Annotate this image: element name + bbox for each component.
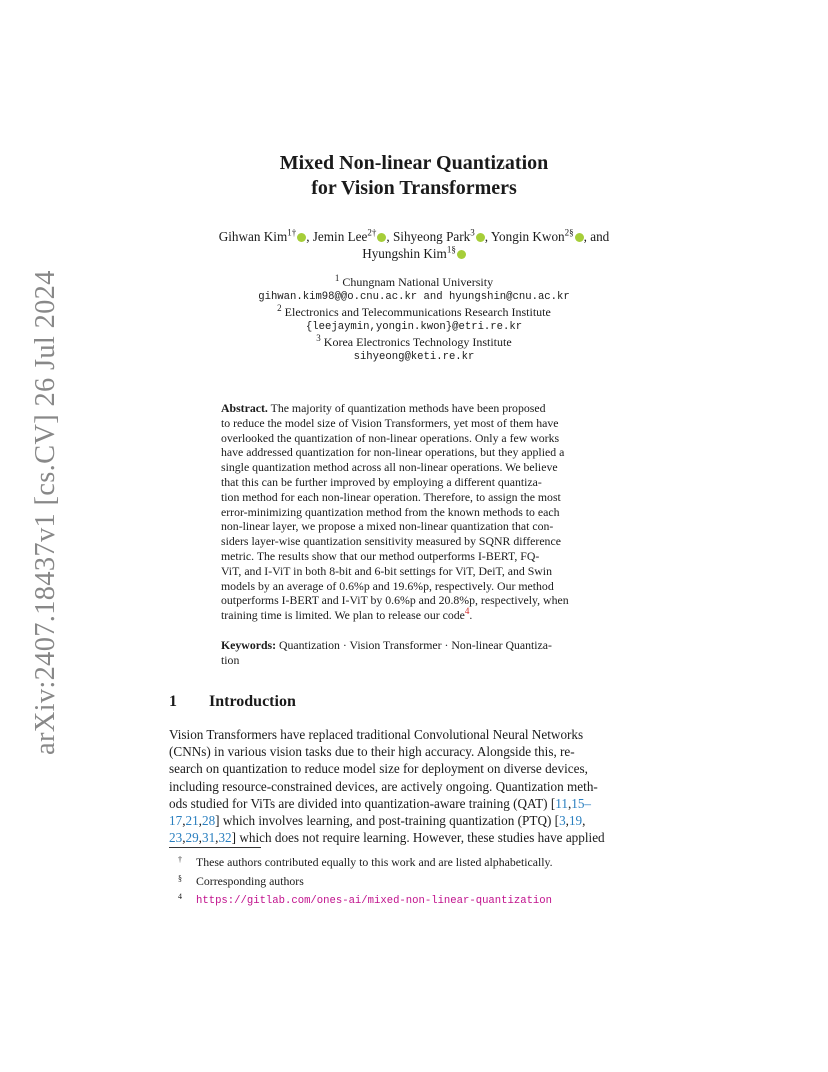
citation-separator: ,	[567, 795, 572, 811]
abstract-line: that this can be further improved by employing a different quantiza-	[221, 474, 542, 489]
abstract-line: have addressed quantization for non-linear operations, but they applied a	[221, 445, 565, 460]
footnote-text: Corresponding authors	[196, 873, 304, 888]
footnote-reference[interactable]: 4	[464, 606, 470, 617]
citation-separator: ,	[198, 830, 202, 846]
orcid-icon[interactable]	[377, 233, 386, 242]
affiliation-number: 3	[316, 333, 321, 343]
footnote-mark: †	[178, 855, 182, 864]
author-affiliation-mark: 2§	[564, 227, 574, 238]
author-name: Yongin Kwon	[490, 229, 565, 244]
author-name: Sihyeong Park	[392, 229, 471, 244]
author-affiliation-mark: 2†	[367, 227, 377, 238]
affiliation-email[interactable]: gihwan.kim98@@o.cnu.ac.kr and hyungshin@cnu.ac.kr	[258, 291, 570, 303]
author-name: Jemin Lee	[312, 229, 368, 244]
keywords	[221, 638, 613, 668]
author-affiliation-mark: 1§	[446, 244, 456, 255]
abstract-period: .	[469, 608, 473, 623]
body-line: ods studied for ViTs are divided into quantization-aware training (QAT) [	[169, 795, 556, 811]
footnote-mark: 4	[178, 892, 182, 901]
citation-link[interactable]: 29	[185, 830, 199, 846]
footnote-mark: §	[178, 873, 182, 883]
abstract-line: error-minimizing quantization method from the known methods to each	[221, 504, 560, 519]
citation-link[interactable]: 28	[201, 813, 216, 829]
footnote-text: These authors contributed equally to this work and are listed alphabetically.	[196, 855, 553, 869]
body-line: including resource-constrained devices, are actively ongoing. Quantization meth-	[169, 778, 598, 794]
introduction-text	[169, 726, 651, 846]
footnote-link[interactable]: https://gitlab.com/ones-ai/mixed-non-linear-quantization	[196, 895, 553, 907]
affiliation-name	[0, 305, 828, 320]
citation-link[interactable]: 31	[201, 830, 216, 846]
title-line-1: Mixed Non-linear Quantization	[279, 152, 549, 174]
abstract-label: Abstract.	[221, 401, 268, 415]
orcid-icon[interactable]	[457, 250, 466, 259]
abstract-line: non-linear layer, we propose a mixed non-linear quantization that con-	[221, 519, 554, 534]
affiliations	[0, 275, 828, 365]
citation-link[interactable]: 11	[555, 795, 568, 811]
title-line-2: for Vision Transformers	[311, 177, 517, 199]
orcid-icon[interactable]	[575, 233, 584, 242]
citation-separator: ,	[182, 830, 186, 846]
abstract-line: training time is limited. We plan to release our code	[221, 608, 465, 623]
citation-separator: ,	[215, 830, 219, 846]
citation-separator: ,	[582, 813, 586, 829]
author-name: Hyungshin Kim	[362, 246, 447, 261]
abstract-line: to reduce the model size of Vision Transformers, yet most of them have	[221, 415, 559, 430]
abstract-line: overlooked the quantization of non-linear operations. Only a few works	[221, 430, 560, 445]
abstract-line: siders layer-wise quantization sensitivity measured by SQNR difference	[221, 534, 561, 549]
footnotes	[178, 852, 553, 910]
citation-separator: ,	[182, 813, 186, 829]
section-heading	[169, 693, 296, 711]
paper-title	[0, 151, 828, 201]
affiliation-email[interactable]: {leejaymin,yongin.kwon}@etri.re.kr	[305, 321, 523, 333]
orcid-icon[interactable]	[476, 233, 485, 242]
citation-separator: ,	[198, 813, 202, 829]
citation-link[interactable]: 19	[568, 813, 583, 829]
abstract-line: tion method for each non-linear operation. Therefore, to assign the most	[221, 489, 561, 504]
affiliation-name	[0, 275, 828, 290]
author-separator: ,	[386, 229, 393, 244]
author-separator: , and	[583, 229, 610, 244]
section-title: Introduction	[209, 693, 296, 710]
author-separator: ,	[484, 229, 491, 244]
body-line: ] which does not require learning. However, these studies have applied	[231, 830, 605, 846]
abstract-line: The majority of quantization methods have been proposed	[270, 401, 546, 415]
author-affiliation-mark: 1†	[287, 227, 297, 238]
affiliation-label: Electronics and Telecommunications Research Institute	[284, 305, 551, 319]
citation-link[interactable]: 23	[169, 830, 183, 846]
abstract-line: outperforms I-BERT and I-ViT by 0.6%p and 20.8%p, respectively, when	[221, 593, 569, 608]
keywords-label: Keywords:	[221, 638, 277, 652]
body-line: ] which involves learning, and post-training quantization (PTQ) [	[215, 813, 560, 829]
abstract-line: metric. The results show that our method outperforms I-BERT, FQ-	[221, 548, 540, 563]
affiliation-name	[0, 335, 828, 350]
abstract-line: ViT, and I-ViT in both 8-bit and 6-bit settings for ViT, DeiT, and Swin	[221, 563, 552, 578]
affiliation-number: 1	[334, 273, 340, 283]
affiliation-email[interactable]: sihyeong@keti.re.kr	[353, 351, 475, 363]
citation-link[interactable]: 17	[169, 813, 183, 829]
citation-link[interactable]: 32	[218, 830, 232, 846]
abstract	[221, 401, 613, 623]
author-separator: ,	[306, 229, 313, 244]
footnote-divider	[169, 847, 261, 848]
abstract-line: models by an average of 0.6%p and 19.6%p, respectively. Our method	[221, 578, 554, 593]
author-name: Gihwan Kim	[218, 229, 288, 244]
section-number: 1	[169, 693, 177, 710]
affiliation-number: 2	[277, 303, 282, 313]
author-affiliation-mark: 3	[470, 227, 475, 238]
citation-link[interactable]: 15–	[571, 795, 592, 811]
abstract-line: single quantization method across all non-linear operations. We believe	[221, 460, 558, 475]
author-list	[0, 228, 828, 262]
body-line: (CNNs) in various vision tasks due to their high accuracy. Alongside this, re-	[169, 744, 575, 760]
affiliation-label: Chungnam National University	[342, 275, 494, 289]
body-line: Vision Transformers have replaced traditional Convolutional Neural Networks	[169, 727, 584, 742]
body-line: search on quantization to reduce model size for deployment on diverse devices,	[169, 761, 588, 777]
keywords-text: Quantization · Vision Transformer · Non-linear Quantiza-	[279, 638, 552, 652]
citation-link[interactable]: 21	[185, 813, 199, 829]
arxiv-identifier: arXiv:2407.18437v1 [cs.CV] 26 Jul 2024	[30, 270, 61, 755]
citation-separator: ,	[565, 813, 569, 829]
citation-link[interactable]: 3	[559, 813, 566, 829]
orcid-icon[interactable]	[297, 233, 306, 242]
keywords-text-continued: tion	[221, 653, 240, 667]
affiliation-label: Korea Electronics Technology Institute	[323, 335, 512, 349]
